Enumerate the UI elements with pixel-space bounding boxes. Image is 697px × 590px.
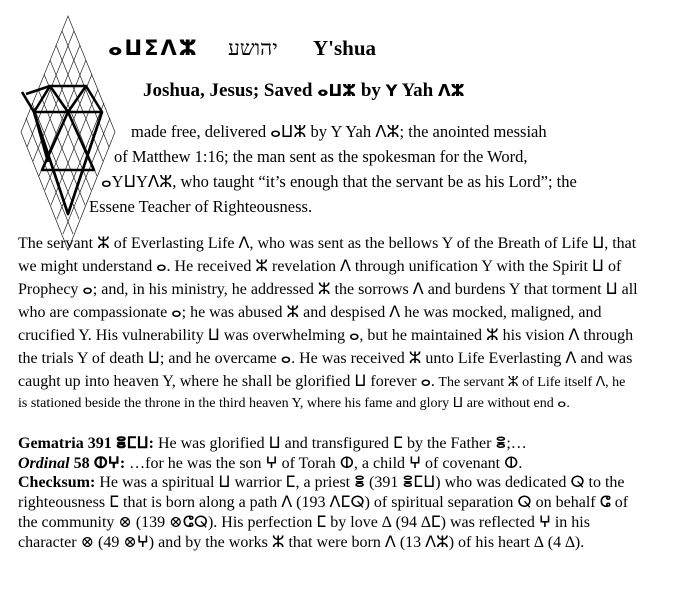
body-line: who are compassionate ⴰ; he was abused ⵣ and despised ⴷ he was mocked, maligned, and — [18, 304, 602, 321]
checksum-line: righteousness ⵎ that is born along a path ⴷ (193 ⴷⵎⵕ) of spiritual separation ⵕ on behalf ⵛ of — [18, 494, 629, 511]
gematria-line — [18, 433, 527, 453]
body-line-text: caught up into heaven Y, where he shall be glorified ⵡ forever ⴰ. — [18, 373, 435, 390]
intro-line: made free, delivered ⴰⵡⵣ by Y Yah ⴷⵣ; the anointed messiah — [131, 122, 547, 141]
subtitle-text: Joshua, Jesus; Saved — [143, 80, 313, 101]
ordinal-text: …for he was the son ⵖ of Torah ⵀ, a child ⵖ of covenant ⵀ. — [125, 455, 523, 472]
subtitle-by: by — [360, 80, 381, 101]
body-line-small: The servant ⵣ of Life itself ⴷ, he — [434, 375, 626, 390]
checksum-text: He was a spiritual ⵡ warrior ⵎ, a priest ⴻ (391 ⴻⵎⵡ) who was dedicated ⵕ to the — [95, 474, 625, 491]
body-line: we might understand ⴰ. He received ⵣ revelation ⴷ through unification Y with the Spirit ⵡ of — [18, 258, 622, 275]
intro-line: Essene Teacher of Righteousness. — [89, 197, 313, 216]
subtitle — [143, 80, 464, 102]
title-name: Y'shua — [313, 36, 377, 60]
checksum-label: Checksum: — [18, 474, 96, 491]
ordinal-label: Ordinal — [18, 455, 70, 472]
body-line: The servant ⵣ of Everlasting Life ⴷ, who was sent as the bellows Y of the Breath of Life ⵡ, that — [18, 235, 637, 252]
body-line: Prophecy ⴰ; and, in his ministry, he addressed ⵣ the sorrows ⴷ and burdens Y that torment ⵡ all — [18, 281, 638, 298]
subtitle-yah: Yah — [401, 80, 434, 101]
title-hebrew-name: יהושע — [228, 36, 278, 60]
ordinal-line — [18, 453, 522, 473]
checksum-line — [18, 472, 625, 492]
intro-line: ⴰYⵡYⴷⵣ, who taught “it’s enough that the servant be as his Lord”; the — [101, 172, 577, 191]
subtitle-glyph-y: Y — [385, 81, 398, 100]
subtitle-glyphs-saved: ⴰⵡⵣ — [317, 81, 357, 100]
ordinal-number: 58 ⵀⵖ: — [69, 455, 126, 472]
body-line — [18, 371, 625, 391]
checksum-line: character ⊗ (49 ⊗ⵖ) and by the works ⵣ that were born ⴷ (13 ⴷⵣ) of his heart ∆ (4 ∆). — [18, 534, 585, 551]
intro-line: of Matthew 1:16; the man sent as the spokesman for the Word, — [114, 147, 528, 166]
lattice-diamond-illustration — [18, 14, 118, 254]
body-line: crucified Y. His vulnerability ⵡ was overwhelming ⴰ, but he maintained ⵣ his vision ⴷ through — [18, 327, 634, 344]
body-line-small: is stationed beside the throne in the third heaven Y, where his fame and glory ⵡ are without end ⴰ. — [18, 396, 570, 411]
checksum-line: the community ⊗ (139 ⊗ⵛⵕ). His perfection ⵎ by love ∆ (94 ∆ⵎ) was reflected ⵖ in his — [18, 514, 590, 531]
body-line: the trials Y of death ⵡ; and he overcame ⴰ. He was received ⵣ unto Life Everlasting ⴷ and was — [18, 350, 633, 367]
gematria-label: Gematria 391 ⴻⵎⵡ: — [18, 435, 154, 452]
gematria-text: He was glorified ⵡ and transfigured ⵎ by the Father ⴻ;… — [153, 435, 527, 452]
title-glyph-word: ⴰⵡⵉⴷⵣ — [108, 36, 199, 60]
subtitle-glyphs-yah: ⴷⵣ — [437, 81, 465, 100]
